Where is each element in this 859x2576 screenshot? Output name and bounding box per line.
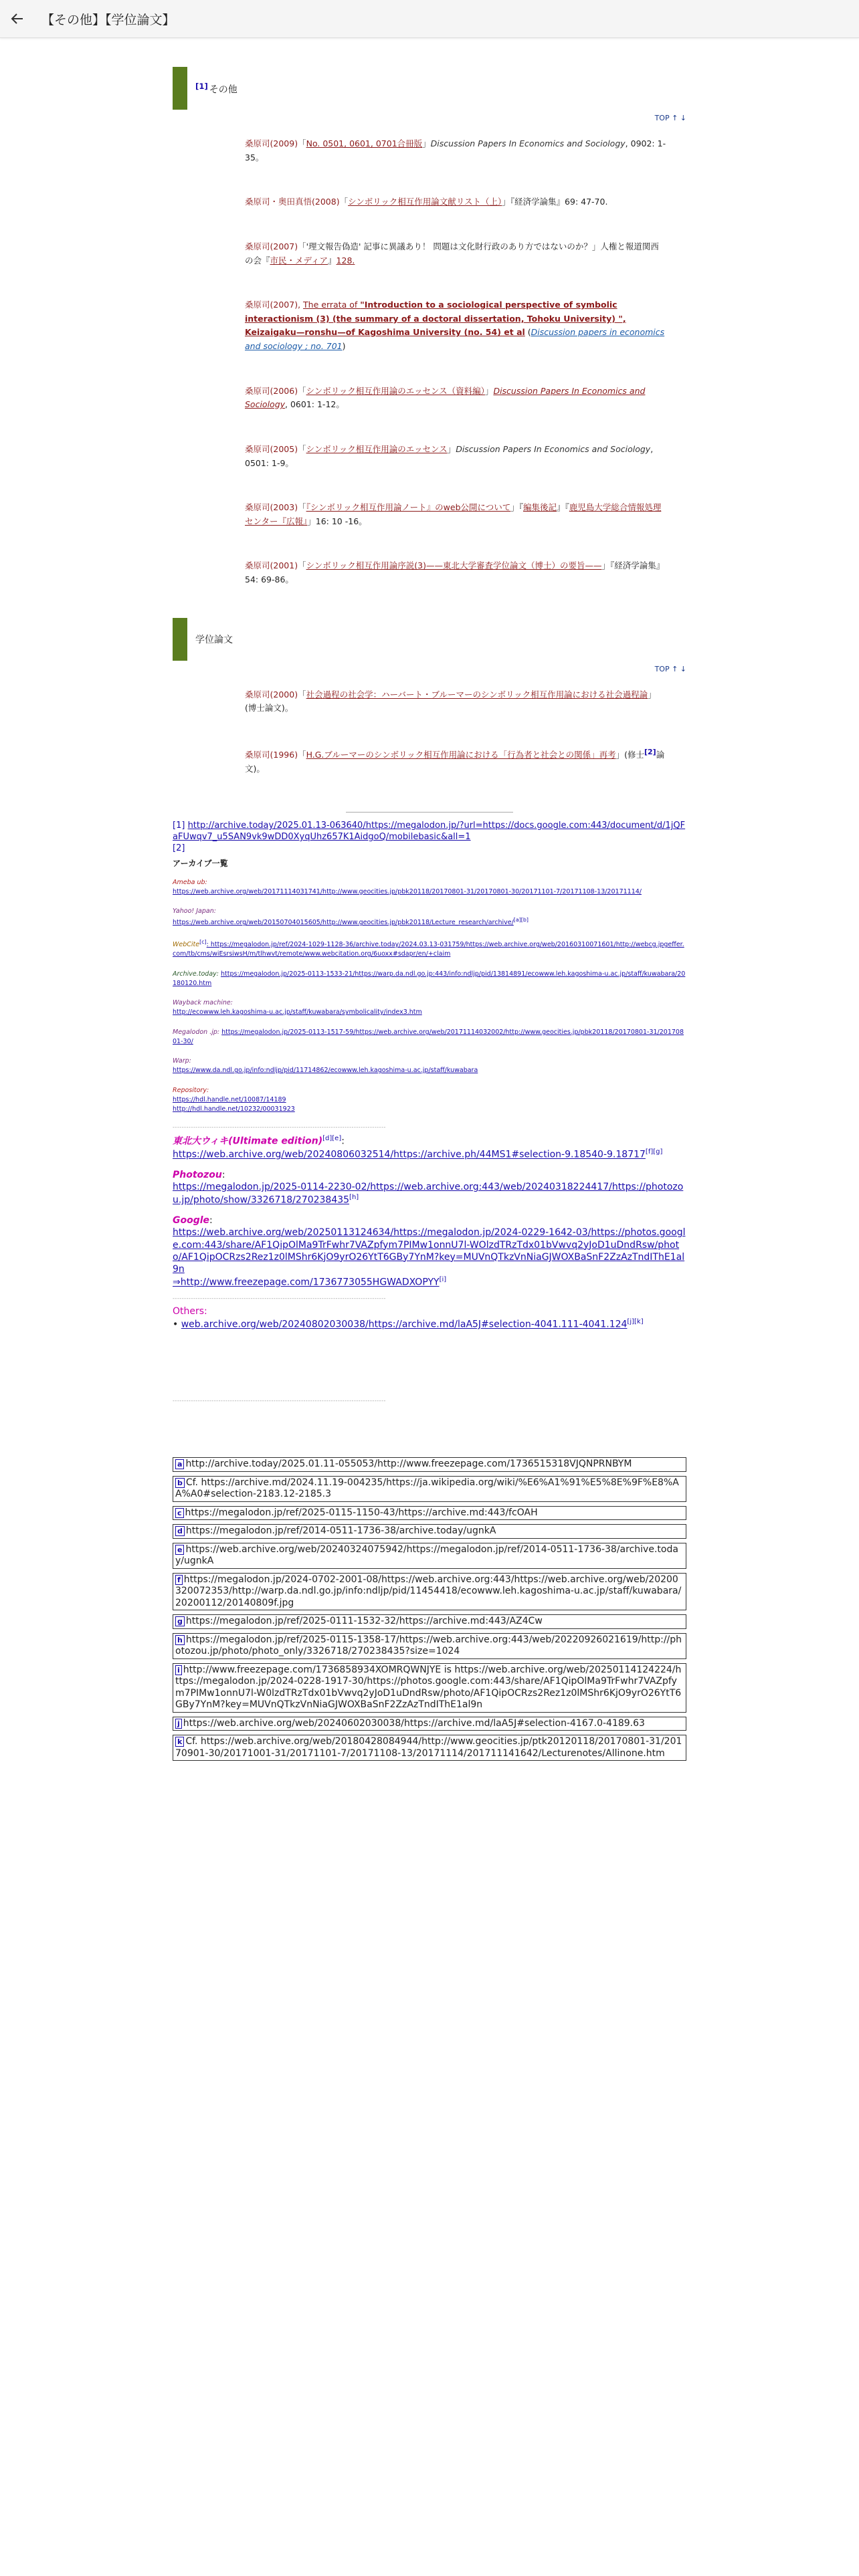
entry-link[interactable]: 鹿児島大学総合情報処理センター『広報』 [245,502,662,526]
reference-list [173,1457,686,1761]
section-bar [173,618,187,661]
app-header [0,0,859,38]
archive-link[interactable]: https://web.archive.org/web/20171114031741/http://www.geocities.jp/pbk20118/20170801-31/20170801-30/20171101-7/20171108-13/20171114/ [173,887,642,895]
archive-link[interactable]: https://megalodon.jp/2025-0113-1533-21/https://warp.da.ndl.go.jp:443/info:ndljp/pid/13814891/ecowww.leh.kagoshima-u.ac.jp/staff/kuwabara/20180120.htm [173,970,686,987]
reference-item: c https://megalodon.jp/ref/2025-0115-1150-43/https://archive.md:443/fcOAH [173,1506,686,1521]
entry-link[interactable]: シンボリック相互作用論序説(3)——東北大学審査学位論文（博士）の要旨—— [306,560,602,571]
divider [346,812,513,813]
list-item: 桑原司(2000)「社会過程の社会学：ハーバート・ブルーマーのシンボリック相互作用論における社会過程論」(博士論文)。 [245,689,656,714]
list-item: 桑原司(1996)「H.G.ブルーマーのシンボリック相互作用論における「行為者と社会との関係」再考」(修士[2]論文)。 [245,747,665,774]
list-item: 桑原司(2009)「No. 0501, 0601, 0701合冊版」Discussion Papers In Economics and Sociology, 0902: 1-35。 [245,138,666,163]
list-item: 桑原司・奥田真悟(2008)「シンボリック相互作用論文献リスト（上）」『経済学論集』69: 47-70. [245,197,608,207]
list-item: 桑原司(2003)「『シンボリック相互作用論ノート』のweb公開について」『編集後記』『鹿児島大学総合情報処理センター『広報』」16: 10 -16。 [245,502,662,526]
section-header-other [173,60,686,110]
section-header-thesis [173,611,686,661]
top-link[interactable]: TOP ↑ ↓ [654,114,686,122]
reference-item: i http://www.freezepage.com/1736858934XOMRQWNJYE is https://web.archive.org/web/20250114124224/https://megalodon.jp/2024-0228-1917-30/https://photos.google.com:443/share/AF1QipOlMa9TrFwhr7VAZpfym7PIMw1onnU7l-W0lzdTRzTdx01bVwvq2yJoD1uDndRsw/photo/AF1QipOCRzs2Rez1z0lMShr6KjO9yrO26YtT6GBy7YnM?key=MUVnQTkzVnNiaGJWOXBaSnF2ZzAzTndIThE1al9n [173,1663,686,1713]
footnote-link[interactable]: http://archive.today/2025.01.13-063640/https://megalodon.jp/?url=https://docs.google.com:443/document/d/1jQFaFUwqv7_u5SAN9vk9wDD0XyqUhz657K1AidgoQ/mobilebasic&all=1 [173,821,686,843]
google-link[interactable]: https://web.archive.org/web/20250113124634/https://megalodon.jp/2024-0229-1642-03/https://photos.google.com:443/share/AF1QipOlMa9TrFwhr7VAZpfym7PIMw1onnU7l-WOlzdTRzTdx01bVwvq2yJoD1uDndRsw/photo/AF1QipOCRzs2Rez1z0lMShr6KjO9yrO26YtT6GBy7YnM?key=MUVnQTkzVnNiaGJWOXBaSnF2ZzAzTndIThE1al9n [173,1227,686,1275]
section-title-thesis: 学位論文 [195,634,233,645]
archive-item: Yahoo! Japan: https://web.archive.org/web/20150704015605/http://www.geocities.jp/pbk20118/Lecture_research/archive/[a][b] [173,907,529,927]
archive-item: Wayback machine: http://ecowww.leh.kagoshima-u.ac.jp/staff/kuwabara/symbolicality/index3.htm [173,999,422,1016]
reference-item: b Cf. https://archive.md/2024.11.19-004235/https://ja.wikipedia.org/wiki/%E6%A1%91%E5%8E%9F%E8%AA%A0#selection-2183.12-2185.3 [173,1476,686,1502]
archive-link[interactable]: https://web.archive.org/web/20150704015605/http://www.geocities.jp/pbk20118/Lecture_research/archive/ [173,919,514,927]
reference-item: k Cf. https://web.archive.org/web/20180428084944/http://www.geocities.jp/ptk20120118/20170801-31/20170901-30/20171001-31/20171101-7/20171108-13/20171114/201711141642/Lecturenotes/Allinone.htm [173,1735,686,1761]
archive-item: Repository: https://hdl.handle.net/10087/14189 http://hdl.handle.net/10232/00031923 [173,1086,295,1113]
page-title: 【その他】【学位論文】 [41,13,175,27]
reference-item: e https://web.archive.org/web/20240324075942/https://megalodon.jp/ref/2014-0511-1736-38/archive.today/ugnkA [173,1543,686,1569]
footnote-1 [173,821,686,843]
entry-list-other [173,137,686,587]
entry-link[interactable]: シンボリック相互作用論文献リスト（上） [348,197,502,207]
archive-heading: アーカイブ一覧 [173,858,228,868]
entry-link[interactable]: No. 0501, 0601, 0701合冊版 [306,138,423,148]
divider: - - - - - - - - - - - - - - - - - - - - - - - - - - - - - - - - - - - - - - - - - - - - - - - - - - - - - - - - - - - - - - - - - - - - - - - - - - - - - - - - - - - - - - - - - - - - - [173,1398,385,1404]
ultimate-edition: 東北大ウィキ(Ultimate edition)[d][e]: https://web.archive.org/web/20240806032514/https://archive.ph/44MS1#selection-9.18540-9.18717[f][g] [173,1135,663,1160]
section-title-text: その他 [209,84,237,96]
archive-item: WebCite[c]: https://megalodon.jp/ref/2024-1029-1128-36/archive.today/2024.03.13-031759/https://web.archive.org/web/20160310071601/http://webcg.jpgeffer.com/tb/cms/wiEsrsiwsH/m/tlhwvt/remote/www.webcitation.org/6uoxx#sdapr/en/+claim [173,939,684,958]
list-item: 桑原司(2001)「シンボリック相互作用論序説(3)——東北大学審査学位論文（博士）の要旨——」『経済学論集』54: 69-86。 [245,560,665,584]
entry-link[interactable]: The errata of "Introduction to a sociological perspective of symbolic interactionism (3) (the summary of a doctoral dissertation, Tohoku University) ", Keizaigaku—ronshu—of Kagoshima University (no. 54) et al [245,300,626,338]
entry-link[interactable]: Discussion Papers In Economics and Sociology [245,385,646,410]
top-link[interactable]: TOP ↑ ↓ [654,664,686,673]
list-item: 桑原司(2005)「シンボリック相互作用論のエッセンス」Discussion Papers In Economics and Sociology, 0501: 1-9。 [245,443,654,468]
archive-link[interactable]: https://www.da.ndl.go.jp/info:ndljp/pid/11714862/ecowww.leh.kagoshima-u.ac.jp/staff/kuwabara [173,1067,478,1075]
archive-link[interactable]: https://hdl.handle.net/10087/14189 http://hdl.handle.net/10232/00031923 [173,1095,295,1113]
entry-list-thesis [173,688,686,776]
reference-item: g https://megalodon.jp/ref/2025-0111-1532-32/https://archive.md:443/AZ4Cw [173,1614,686,1629]
reference-item: f https://megalodon.jp/2024-0702-2001-08/https://web.archive.org:443/https://web.archive.org/web/20200320072353/http://warp.da.ndl.go.jp/info:ndljp/pid/11454418/ecowww.leh.kagoshima-u.ac.jp/staff/kuwabara/20200112/20140809f.jpg [173,1573,686,1611]
google: Google: https://web.archive.org/web/20250113124634/https://megalodon.jp/2024-0229-1642-03/https://photos.google.com:443/share/AF1QipOlMa9TrFwhr7VAZpfym7PIMw1onnU7l-WOlzdTRzTdx01bVwvq2yJoD1uDndRsw/photo/AF1QipOCRzs2Rez1z0lMShr6KjO9yrO26YtT6GBy7YnM?key=MUVnQTkzVnNiaGJWOXBaSnF2ZzAzTndIThE1al9n ⇒http://www.freezepage.com/1736773055HGWADXOPYY[i] [173,1215,686,1288]
divider: - - - - - - - - - - - - - - - - - - - - - - - - - - - - - - - - - - - - - - - - - - - - - - - - - - - - - - - - - - - - - - - - - - - - - - - - - - - - - - - - - - - - - - - - - - - - - [173,1295,385,1301]
section-title-other [195,82,237,96]
back-button[interactable] [7,8,28,29]
arrow-left-icon [7,8,28,29]
archive-item: Megalodon .jp: https://megalodon.jp/2025-0113-1517-59/https://web.archive.org/web/20171114032002/http://www.geocities.jp/pbk20118/20170801-31/20170801-30/ [173,1028,684,1045]
archive-link[interactable]: https://megalodon.jp/2025-0113-1517-59/https://web.archive.org/web/20171114032002/http://www.geocities.jp/pbk20118/20170801-31/20170801-30/ [173,1028,684,1045]
entry-link[interactable]: シンボリック相互作用論のエッセンス [306,443,448,454]
entry-link[interactable]: 市民・メディア [270,255,328,265]
entry-link[interactable]: 編集後記 [523,502,557,513]
footnote-ref-2[interactable]: [2] [644,747,656,756]
entry-link[interactable]: Discussion papers in economics and sociology ; no. 701 [245,327,665,351]
footnote-label: [1] [173,821,185,831]
section-bar [173,67,187,110]
reference-item: h https://megalodon.jp/ref/2025-0115-1358-17/https://web.archive.org:443/web/20220926021619/http://photozou.jp/photo/photo_only/3326718/270238435?size=1024 [173,1633,686,1659]
entry-link[interactable]: 『シンボリック相互作用論ノート』のweb公開について [306,502,511,513]
entry-link[interactable]: 社会過程の社会学：ハーバート・ブルーマーのシンボリック相互作用論における社会過程論 [306,689,648,700]
footnote-2 [173,843,686,855]
article [173,60,686,1765]
freezepage-link[interactable]: ⇒http://www.freezepage.com/1736773055HGWADXOPYY [173,1277,440,1288]
others: Others: • web.archive.org/web/20240802030038/https://archive.md/laA5J#selection-4041.111-4041.124[j][k] [173,1305,644,1330]
reference-item: d https://megalodon.jp/ref/2014-0511-1736-38/archive.today/ugnkA [173,1524,686,1539]
divider: - - - - - - - - - - - - - - - - - - - - - - - - - - - - - - - - - - - - - - - - - - - - - - - - - - - - - - - - - - - - - - - - - - - - - - - - - - - - - - - - - - - - - - - - - - - - - [173,1124,385,1131]
list-item: 桑原司(2006)「シンボリック相互作用論のエッセンス（資料編）」Discussion Papers In Economics and Sociology, 0601: 1-12。 [245,385,646,410]
archive-list [173,878,686,1113]
others-link[interactable]: web.archive.org/web/20240802030038/https://archive.md/laA5J#selection-4041.111-4041.124 [181,1319,628,1330]
footnote-ref-1[interactable]: [1] [195,82,208,91]
entry-link[interactable]: H.G.ブルーマーのシンボリック相互作用論における「行為者と社会との関係」再考 [306,750,616,760]
archive-link[interactable]: http://ecowww.leh.kagoshima-u.ac.jp/staff/kuwabara/symbolicality/index3.htm [173,1008,422,1016]
footnote-label: [2] [173,843,185,854]
reference-item: a http://archive.today/2025.01.11-055053/http://www.freezepage.com/1736515318VJQNPRNBYM [173,1457,686,1472]
archive-item: Archive.today: https://megalodon.jp/2025-0113-1533-21/https://warp.da.ndl.go.jp:443/info:ndljp/pid/13814891/ecowww.leh.kagoshima-u.ac.jp/staff/kuwabara/20180120.htm [173,970,686,987]
ultimate-link[interactable]: https://web.archive.org/web/20240806032514/https://archive.ph/44MS1#selection-9.18540-9.18717 [173,1149,646,1160]
photozou: Photozou: https://megalodon.jp/2025-0114-2230-02/https://web.archive.org:443/web/20240318224417/https://photozou.jp/photo/show/3326718/270238435[h] [173,1169,684,1206]
entry-link[interactable]: 128. [336,255,355,265]
archive-link[interactable]: : https://megalodon.jp/ref/2024-1029-1128-36/archive.today/2024.03.13-031759/https://web.archive.org/web/20160310071601/http://webcg.jpgeffer.com/tb/cms/wiEsrsiwsH/m/tlhwvt/remote/www.webcitation.org/6uoxx#sdapr/en/+claim [173,941,684,958]
entry-link[interactable]: シンボリック相互作用論のエッセンス（資料編） [306,385,485,396]
archive-item: Warp: https://www.da.ndl.go.jp/info:ndljp/pid/11714862/ecowww.leh.kagoshima-u.ac.jp/staff/kuwabara [173,1057,478,1075]
reference-item: j https://web.archive.org/web/20240602030038/https://archive.md/laA5J#selection-4167.0-4189.63 [173,1717,686,1731]
photozou-link[interactable]: https://megalodon.jp/2025-0114-2230-02/https://web.archive.org:443/web/20240318224417/https://photozou.jp/photo/show/3326718/270238435 [173,1182,684,1206]
archive-item: Ameba ub: https://web.archive.org/web/20171114031741/http://www.geocities.jp/pbk20118/20170801-31/20170801-30/20171101-7/20171108-13/20171114/ [173,878,642,895]
list-item: 桑原司(2007)「'理文報告偽造' 記事に異議あり！ 問題は文化財行政のあり方ではないのか？」人権と報道関西の会『市民・メディア』128. [245,241,659,265]
list-item: 桑原司(2007), The errata of "Introduction to a sociological perspective of symbolic interactionism (3) (the summary of a doctoral dissertation, Tohoku University) ", Keizaigaku—ronshu—of Kagoshima University (no. 54) et al (Discussion papers in economics and sociology ; no. 701) [245,300,665,351]
